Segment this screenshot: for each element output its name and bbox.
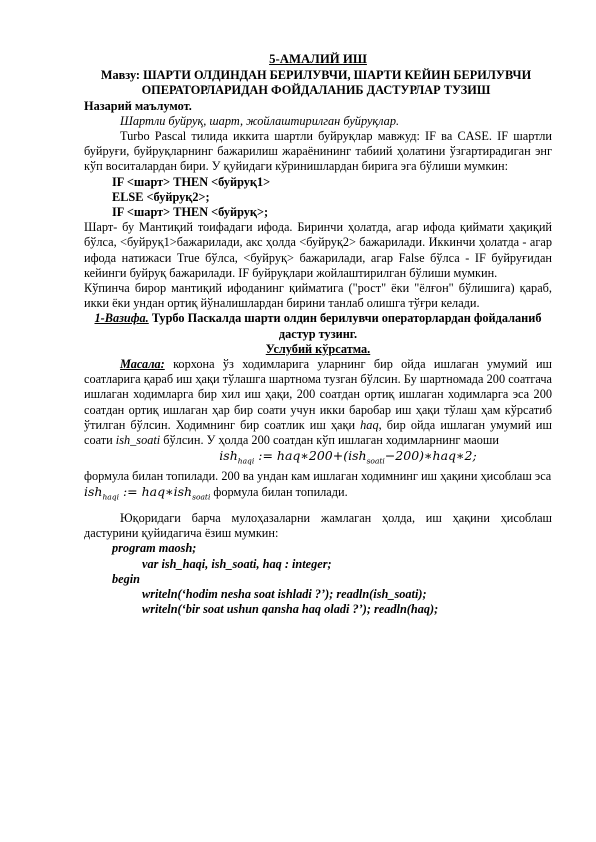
formula-1-lhs-sub: haqi	[237, 456, 255, 466]
syntax-line-1: IF <шарт> THEN <буйруқ1>	[112, 174, 271, 189]
syntax-line-2: ELSE <буйруқ2>;	[112, 189, 210, 204]
example-label: Масала:	[120, 357, 165, 372]
formula-2-rhs-sub: soati	[192, 492, 211, 502]
formula-2-lhs: ish	[84, 484, 103, 500]
formula-2-lhs-sub: haqi	[102, 492, 119, 502]
formula-1-rhs-a: := haq∗200+(ish	[254, 448, 367, 464]
code-line-4: writeln(‘hodim nesha soat ishladi ?’); readln(ish_soati);	[142, 586, 427, 601]
theory-paragraph-3: Кўпинча бирор мантиқий ифоданинг қийматига ("рост" ёки "ёлғон" бўлишига) қараб, икки ёки ундан ортиқ йўналишлардан бирини танлаб олишга тўғри келади.	[84, 281, 552, 311]
page-title: 5-АМАЛИЙ ИШ	[269, 52, 367, 66]
example-text-2: , бир ойда ишлаган умумий иш соати	[84, 417, 552, 448]
theory-subheading: Шартли буйруқ, шарт, жойлаштирилган буйруқлар.	[120, 113, 400, 128]
code-line-2: var ish_haqi, ish_soati, haq : integer;	[142, 556, 332, 571]
theory-paragraph-1: Turbo Pascal тилида иккита шартли буйруқлар мавжуд: IF ва CASE. IF шартли буйруғи, буйруқларнинг бажарилиш жараёнининг табиий ҳолатини ўзгартирадиган энг кўп воситалардан бири. У қуйидаги кўринишлардан бирига эга бўлиши мумкин:	[84, 129, 552, 174]
formula-1-lhs: ish	[219, 448, 238, 464]
task-text: Турбо Паскалда шарти олдин берилувчи операторлардан фойдаланиб дастур тузинг.	[148, 311, 542, 341]
subject-heading: Мавзу: ШАРТИ ОЛДИНДАН БЕРИЛУВЧИ, ШАРТИ КЕЙИН БЕРИЛУВЧИ ОПЕРАТОРЛАРИДАН ФОЙДАЛАНИБ ДАСТУРЛАР ТУЗИШ	[100, 68, 532, 98]
after-formula-1: формула билан топилади. 200 ва ундан кам ишлаган ходимнинг иш ҳақини ҳисоблаш эса	[84, 468, 552, 483]
code-line-1: program maosh;	[112, 541, 197, 556]
example-text: корхона ўз ходимларига уларнинг бир ойда ишлаган умумий иш соатларига қараб иш ҳақи тўлашга шартнома тузган бўлсин. Бу шартномада 200 соатгача ишлаган ходимларга бир хил иш ҳақи, 200 соатдан ортиқ ишлаган ходимларга эса 200 соатдан ортиқ ишлаган ҳар бир соати учун икки баробар иш ҳақи тўлаш ҳам кўрсатиб ўтилган бўлсин. Ходимнинг бир соатлик иш ҳақи	[84, 357, 552, 432]
var-ish-soati: ish_soati	[115, 433, 161, 448]
formula-regular-line	[84, 484, 552, 505]
task-heading	[84, 311, 552, 341]
after-formula-2: формула билан топилади.	[210, 485, 348, 500]
formula-1-rhs-b: −200)∗haq∗2;	[384, 448, 477, 464]
task-label: 1-Вазифа.	[94, 311, 149, 326]
theory-heading: Назарий маълумот.	[84, 98, 192, 113]
formula-overtime	[84, 448, 552, 469]
code-line-3: begin	[112, 571, 141, 586]
var-haq: haq	[360, 417, 379, 432]
example-paragraph	[84, 357, 552, 448]
closing-paragraph: Юқоридаги барча мулоҳазаларни жамлаган ҳолда, иш ҳақини ҳисоблаш дастурини қуйидагича ёзиш мумкин:	[84, 510, 552, 541]
formula-regular	[84, 484, 211, 502]
example-text-3: бўлсин. У ҳолда 200 соатдан кўп ишлаган ходимларнинг маоши	[160, 433, 499, 448]
formula-2-rhs-a: := haq∗ish	[118, 484, 193, 500]
formula-1-rhs-sub: soati	[366, 456, 385, 466]
code-line-5: writeln(‘bir soat ushun qansha haq oladi ?’); readln(haq);	[142, 602, 439, 617]
theory-paragraph-2: Шарт- бу Мантиқий тоифадаги ифода. Биринчи ҳолатда, агар ифода қиймати ҳақиқий бўлса, <буйруқ1>бажарилади, акс ҳолда <буйруқ2> бажарилади. Иккинчи ҳолатда - агар ифода натижаси True бўлса, <буйруқ> бажарилади, агар False бўлса - IF буйруғидан кейинги буйруқ бажарилади. IF буйруқлари жойлаштирилган бўлиши мумкин.	[84, 220, 552, 280]
method-heading: Услубий кўрсатма.	[265, 341, 371, 356]
syntax-line-3: IF <шарт> THEN <буйруқ>;	[112, 205, 269, 220]
